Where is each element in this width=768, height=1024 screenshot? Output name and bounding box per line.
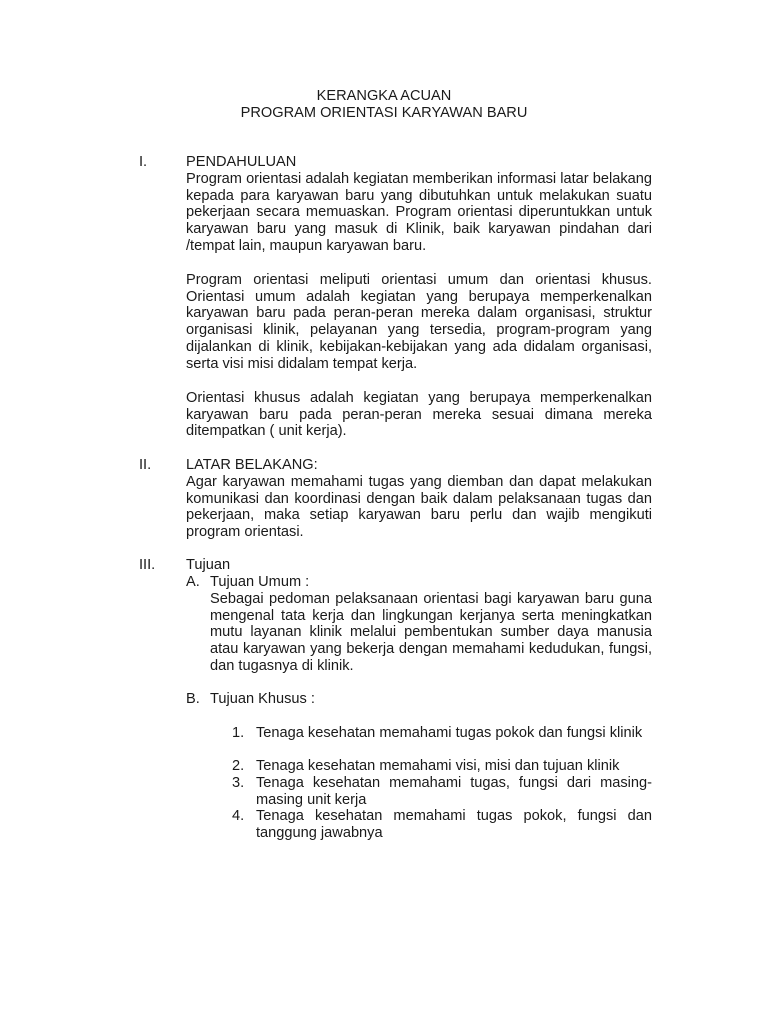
section-paragraph: Orientasi khusus adalah kegiatan yang berupaya memperkenalkan karyawan baru pada peran-peran mereka sesuai dimana mereka ditempatkan ( unit kerja).: [186, 390, 652, 440]
list-item-text: Tenaga kesehatan memahami tugas pokok dan fungsi klinik: [256, 725, 643, 741]
section-heading-pendahuluan: PENDAHULUAN: [186, 154, 297, 170]
section-number: II.: [139, 457, 152, 473]
list-item-number: 1.: [232, 725, 245, 741]
section-heading-tujuan: Tujuan: [186, 557, 231, 573]
list-item-number: 4.: [232, 808, 245, 824]
subsection-paragraph: Sebagai pedoman pelaksanaan orientasi bagi karyawan baru guna mengenal tata kerja dan lingkungan kerjanya serta meningkatkan mutu layanan klinik melalui pembentukan sumber daya manusia atau karyawan yang bekerja dengan memahami kedudukan, fungsi, dan tugasnya di klinik.: [210, 591, 652, 674]
list-item-text: Tenaga kesehatan memahami tugas pokok, fungsi dan tanggung jawabnya: [256, 808, 652, 841]
subsection-letter: A.: [186, 574, 200, 590]
section-number: III.: [139, 557, 156, 573]
section-number: I.: [139, 154, 148, 170]
section-paragraph: Program orientasi adalah kegiatan memberikan informasi latar belakang kepada para karyawan baru yang dibutuhkan untuk melakukan suatu pekerjaan secara memuaskan. Program orientasi diperuntukkan untuk karyawan baru yang masuk di Klinik, baik karyawan pindahan dari /tempat lain, maupun karyawan baru.: [186, 171, 652, 254]
subsection-heading-tujuan-khusus: Tujuan Khusus :: [210, 691, 315, 707]
list-item-text: Tenaga kesehatan memahami tugas, fungsi dari masing-masing unit kerja: [256, 775, 652, 808]
subsection-heading-tujuan-umum: Tujuan Umum :: [210, 574, 310, 590]
list-item-text: Tenaga kesehatan memahami visi, misi dan tujuan klinik: [256, 758, 620, 774]
list-item-number: 2.: [232, 758, 245, 774]
list-item-number: 3.: [232, 775, 245, 791]
document-title-line2: PROGRAM ORIENTASI KARYAWAN BARU: [240, 105, 528, 121]
section-paragraph: Program orientasi meliputi orientasi umum dan orientasi khusus. Orientasi umum adalah kegiatan yang berupaya memperkenalkan karyawan baru pada peran-peran mereka dalam organisasi, struktur organisasi klinik, pelayanan yang tersedia, program-program yang dijalankan di klinik, kebijakan-kebijakan yang ada didalam organisasi, serta visi misi didalam tempat kerja.: [186, 272, 652, 372]
section-heading-latar-belakang: LATAR BELAKANG:: [186, 457, 318, 473]
subsection-letter: B.: [186, 691, 200, 707]
section-paragraph: Agar karyawan memahami tugas yang diemban dan dapat melakukan komunikasi dan koordinasi dengan baik dalam pelaksanaan tugas dan pekerjaan, maka setiap karyawan baru perlu dan wajib mengikuti program orientasi.: [186, 474, 652, 541]
document-title-line1: KERANGKA ACUAN: [316, 88, 452, 104]
